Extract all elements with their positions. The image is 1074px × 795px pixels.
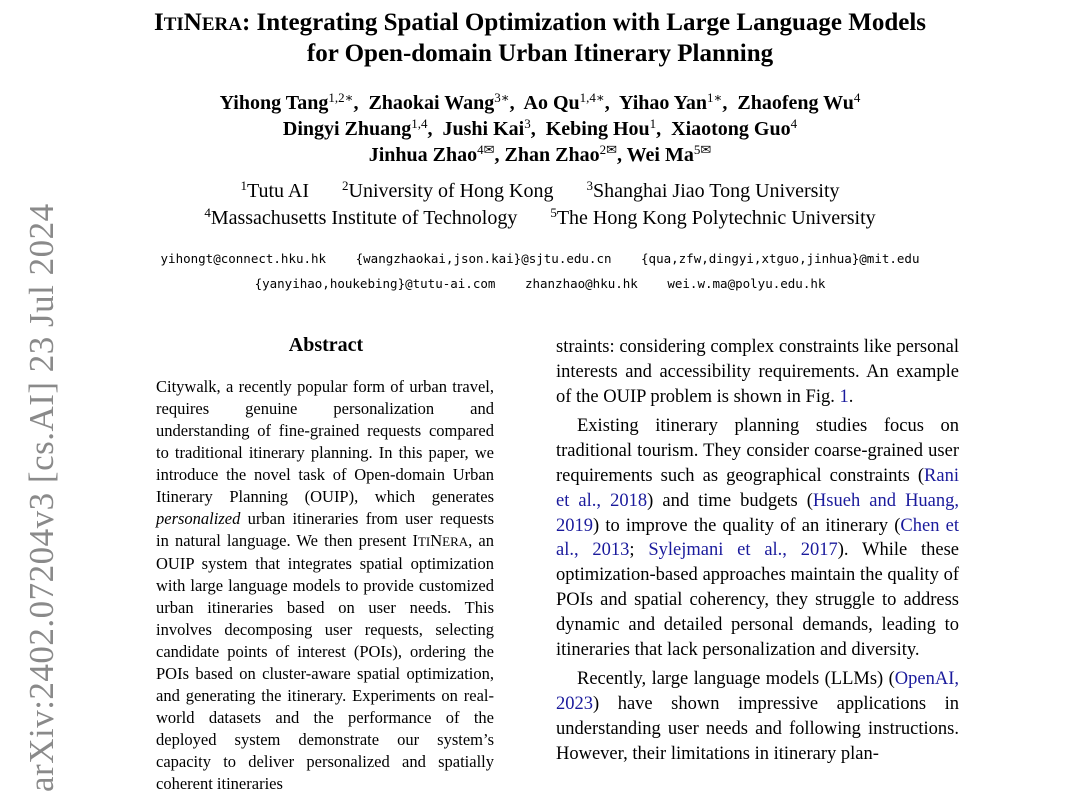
affiliation-list [80,178,1000,232]
author: Zhaofeng Wu$^4$ [737,90,861,114]
email: wei.w.ma@polyu.edu.hk [667,276,826,291]
paragraph: Recently, large language models (LLMs) (OpenAI, 2023) have shown impressive applications in understanding user needs and following instructions. However, their limitations in itinerary plan- [556,669,959,764]
email-line-1 [80,246,1000,271]
citation-link[interactable]: Hsueh and Huang, 2019 [556,490,960,536]
figure-link[interactable]: 1 [839,386,849,407]
abstract-body: Citywalk, a recently popular form of urban travel, requires genuine personalization and understanding of fine-grained requests compared to traditional itinerary planning. In this paper, we introduce the novel task of Open-domain Urban Itinerary Planning (OUIP), which generates personalized urban itineraries from user requests in natural language. We then present ITINERA, an OUIP system that integrates spatial optimization with large language models to provide customized urban itineraries based on user needs. This involves decomposing user requests, selecting candidate points of interest (POIs), ordering the POIs based on cluster-aware spatial optimization, and generating the itinerary. Experiments on real-world datasets and the performance of the deployed system demonstrate our system’s capacity to deliver personalized and spatially coherent itineraries [156,377,495,793]
author: Kebing Hou$^1$ [545,116,657,140]
author: Yihong Tang$^{1,2∗}$ [219,90,354,114]
email-line-2 [80,271,1000,296]
affiliation: $^4$Massachusetts Institute of Technology [204,205,518,229]
author-line-2: Dingyi Zhuang$^{1,4}$, Jushi Kai$^3$, Kebing Hou$^1$, Xiaotong Guo$^4$ [282,116,798,140]
arxiv-side-stamp: arXiv:2402.07204v3 [cs.AI] 23 Jul 2024 [22,203,61,792]
author: Jinhua Zhao$^{4✉}$ [368,142,495,166]
affiliation-line-1 [80,178,1000,205]
author-line-1: Yihong Tang$^{1,2∗}$, Zhaokai Wang$^{3∗}$, Ao $Qu^{1,4∗}$, Yihao Yan$^{1∗}$, Zhaofeng Wu$^4$ [219,90,861,114]
citation-link[interactable]: Rani et al., 2018 [556,465,959,511]
email-list [80,246,1000,296]
affiliation: $^3$Shanghai Jiao Tong University [586,178,840,202]
title-line-1: ITINERA: Integrating Spatial Optimization with Large Language Models [153,9,927,36]
author-list [80,90,1000,168]
paragraph: straints: considering complex constraints like personal interests and accessibility requirements. An example of the OUIP problem is shown in Fig. 1. [556,337,959,407]
affiliation-line-2 [80,205,1000,232]
citation-link[interactable]: Sylejmani et al., 2017 [648,540,838,561]
citation-link[interactable]: Chen et al., 2013 [556,515,959,561]
email: {qua,zfw,dingyi,xtguo,jinhua}@mit.edu [641,251,920,266]
author: Ao $Qu^{1,4∗}$ [523,90,605,114]
author: Zhan Zhao$^{2✉}$ [504,142,617,166]
author: Yihao Yan$^{1∗}$ [619,90,723,114]
title-line-2: for Open-domain Urban Itinerary Planning [306,40,774,67]
paper-title [80,8,1000,68]
email: yihongt@connect.hku.hk [160,251,327,266]
author: Dingyi Zhuang$^{1,4}$ [282,116,428,140]
citation-link[interactable]: OpenAI, 2023 [556,669,959,715]
affiliation: $^1$Tutu AI [240,178,310,202]
author-line-3: Jinhua Zhao$^{4✉}$, Zhan Zhao$^{2✉}$, Wei $Ma^{5✉}$ [368,142,712,166]
affiliation: $^5$The Hong Kong Polytechnic University [550,205,876,229]
author: Zhaokai Wang$^{3∗}$ [368,90,510,114]
email: zhanzhao@hku.hk [524,276,638,291]
author: Jushi Kai$^3$ [442,116,531,140]
emphasis: personalized [156,509,241,528]
email: {wangzhaokai,json.kai}@sjtu.edu.cn [355,251,612,266]
email: {yanyihao,houkebing}@tutu-ai.com [254,276,496,291]
author: Wei $Ma^{5✉}$ [626,142,712,166]
abstract-heading: Abstract [288,334,364,356]
author: Xiaotong Guo$^4$ [671,116,798,140]
paragraph: Existing itinerary planning studies focus on traditional tourism. They consider coarse-grained user requirements such as geographical constraints (Rani et al., 2018) and time budgets (Hsueh and Huang, 2019) to improve the quality of an itinerary (Chen et al., 2013; Sylejmani et al., 2017). While these optimization-based approaches maintain the quality of POIs and spatial coherency, they struggle to address dynamic and detailed personal demands, leading to itineraries that lack personalization and diversity. [556,416,960,660]
intro-column [556,335,959,772]
affiliation: $^2$University of Hong Kong [342,178,554,202]
